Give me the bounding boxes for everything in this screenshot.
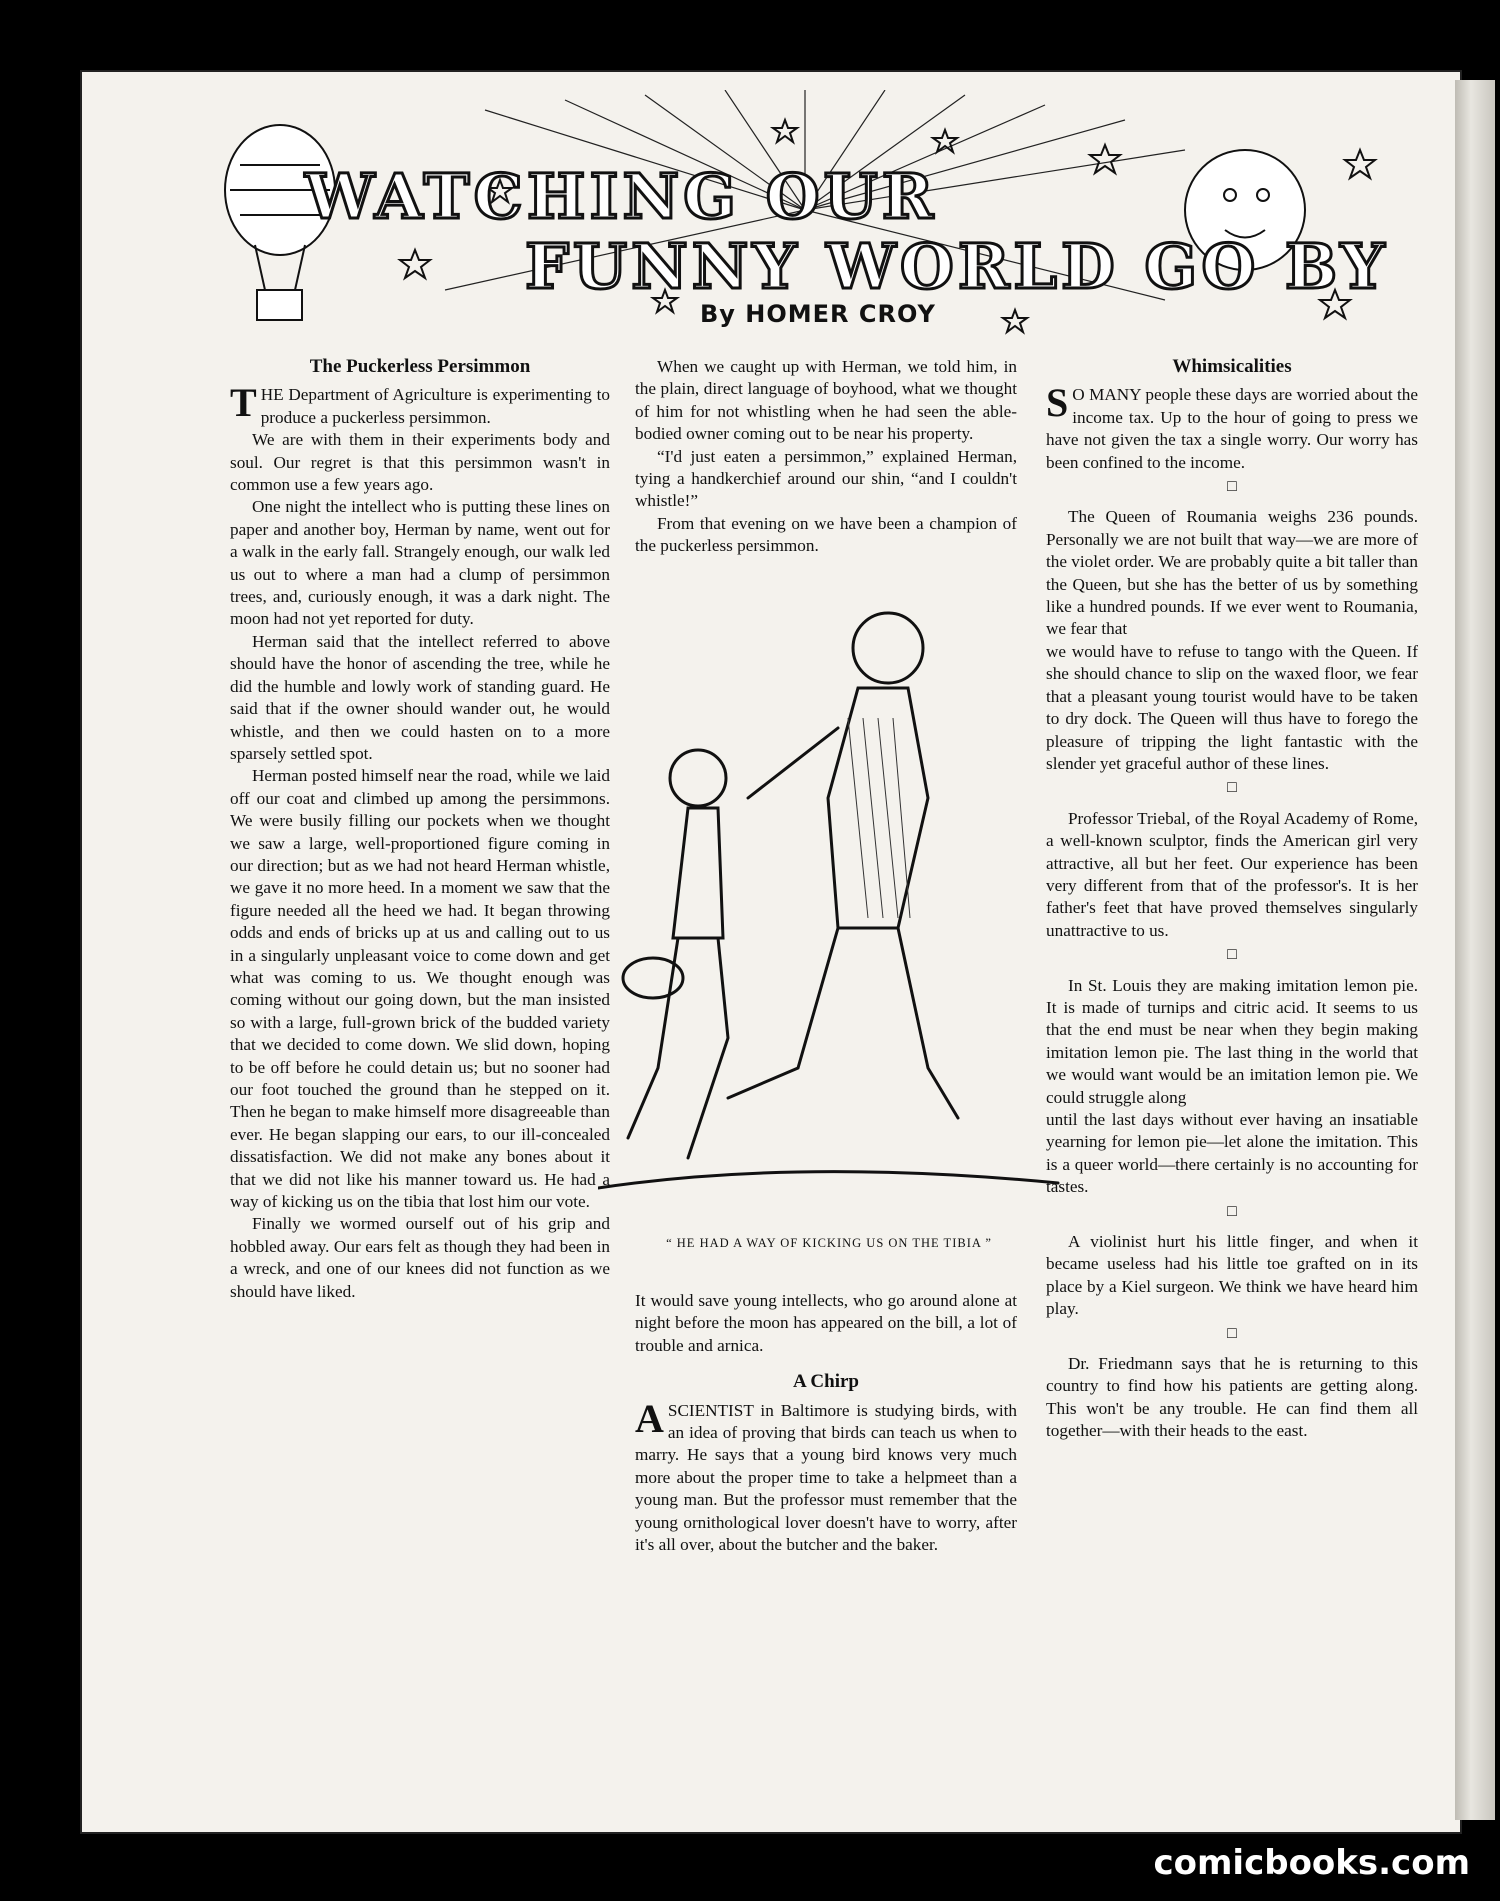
article-heading: The Puckerless Persimmon [309, 356, 531, 377]
article-paragraph: It would save young intellects, who go around alone at night before the moon has appeared on the bill, a lot of trouble and arnica. [635, 1291, 1017, 1355]
article-paragraph: THE Department of Agriculture is experimenting to produce a puckerless persimmon. [230, 380, 610, 427]
whimsy-item: Dr. Friedmann says that he is returning to this country to find how his patients are getting along. This won't be any trouble. He can find them all together—with their heads to the east. [1046, 1354, 1418, 1441]
article-continued-top [635, 356, 1017, 558]
drop-cap: S [1046, 380, 1069, 426]
whimsy-item: In St. Louis they are making imitation lemon pie. It is made of turnips and citric acid. It seems to us that the end must be near when they begin making imitation lemon pie. The last thing in the world that we would want would be an imitation lemon pie. We could struggle along [1046, 975, 1418, 1107]
article-heading: A Chirp [793, 1371, 859, 1393]
article-paragraph: One night the intellect who is putting these lines on paper and another boy, Herman by name, went out for a walk in the early fall. Strangely enough, our walk led us out to where a man had a clump of persimmon trees, and, curiously enough, it was a dark night. The moon had not yet reported for duty. [230, 497, 610, 629]
article-paragraph: From that evening on we have been a champion of the puckerless persimmon. [635, 513, 1017, 556]
article-paragraph: We are with them in their experiments body and soul. Our regret is that this persimmon wasn't in common use a few years ago. [230, 430, 610, 495]
boy-leg-left [628, 938, 678, 1138]
whimsy-item: The Queen of Roumania weighs 236 pounds. Personally we are not built that way—we are more of the violet order. We are probably quite a bit taller than the Queen, but she has the better of us by something like a hundred pounds. If we ever went to Roumania, we fear that [1046, 507, 1418, 639]
article-continued-bottom [635, 1290, 1017, 1556]
boy-head [670, 750, 726, 806]
whimsy-item: S O MANY people these days are worried about the income tax. Up to the hour of going to press we have not given the tax a single worry. Our worry has been confined to the income. [1046, 380, 1418, 472]
page-spine [1455, 80, 1495, 1820]
illustration-caption: “ HE HAD A WAY OF KICKING US ON THE TIBIA ” [666, 1236, 992, 1250]
whimsy-item: until the last days without ever having an insatiable yearning for lemon pie—let alone the imitation. This is a queer world—there certainly is no accounting for tastes. [1046, 1110, 1418, 1197]
watermark: comicbooks.com [1153, 1843, 1470, 1883]
article-puckerless-persimmon [230, 356, 610, 1303]
whimsy-item: A violinist hurt his little finger, and when it became useless had his little toe grafted on in its place by a Kiel surgeon. We think we have heard him play. [1046, 1232, 1418, 1319]
article-heading: Whimsicalities [1172, 356, 1292, 377]
page-header [185, 90, 1425, 335]
article-paragraph: “I'd just eaten a persimmon,” explained Herman, tying a handkerchief around our shin, “and I couldn't whistle!” [635, 446, 1017, 511]
boy-hat [623, 958, 683, 998]
man-kicking-leg [728, 928, 838, 1098]
drop-cap: T [230, 380, 257, 426]
boy-leg-right [688, 938, 728, 1158]
man-arm [748, 728, 838, 798]
whimsy-item: Professor Triebal, of the Royal Academy of Rome, a well-known sculptor, finds the American girl very attractive, all but her feet. Our experience has been very different from that of the professor's. It is her father's feet that have proved themselves singularly unattractive to us. [1046, 808, 1418, 940]
byline: By HOMER CROY [700, 300, 936, 328]
article-paragraph: Herman posted himself near the road, while we laid off our coat and climbed up among the persimmons. We were busily filling our pockets when we thought we saw a large, well-proportioned figure coming in our direction; but as we had not heard Herman whistle, we gave it no more heed. In a moment we saw that the figure needed all the heed we had. It began throwing odds and ends of bricks up at us and calling out to us in a singularly unpleasant voice to come down and get what was coming to us. We thought enough was coming without our going down, but the man insisted so with a large, full-grown brick of the budded variety that we decided to come down. We slid down, hoping to be off before he could detain us; but no sooner had our foot touched the ground than he stepped on it. Then he began to make himself more disagreeable than ever. He began slapping our ears, to our ill-concealed dissatisfaction. We did not make any bones about it that we did not like his manner toward us. He had a way of kicking us on the tibia that lost him our vote. [230, 766, 610, 1212]
boy-body [673, 808, 723, 938]
illustration-kicking-scene [598, 598, 1060, 1228]
separator-icon: □ [1227, 1202, 1237, 1220]
drop-cap: A [635, 1395, 664, 1441]
separator-icon: □ [1227, 946, 1237, 964]
title-line-2: FUNNY WORLD GO BY [525, 230, 1389, 303]
separator-icon: □ [1227, 1324, 1237, 1342]
man-head [853, 613, 923, 683]
title-line-1: WATCHING OUR [305, 160, 938, 233]
article-chirp: ASCIENTIST in Baltimore is studying birds, with an idea of proving that birds can teach us when to marry. He says that a young bird knows very much more about the proper time to take a helpmeet than a young man. But the professor must remember that the young ornithological lover doesn't have to worry, after it's all over, about the butcher and the baker. [635, 1395, 1017, 1555]
man-standing-leg [898, 928, 958, 1118]
man-coat [828, 688, 928, 928]
separator-icon: □ [1227, 779, 1237, 797]
article-paragraph: Finally we wormed ourself out of his grip and hobbled away. Our ears felt as though they had been in a wreck, and one of our knees did not function as we should have liked. [230, 1214, 610, 1301]
whimsy-item: we would have to refuse to tango with the Queen. If she should chance to slip on the waxed floor, we fear that a pleasant young tourist would have to be taken to dry dock. The Queen will thus have to forego the pleasure of tripping the light fantastic with the slender yet graceful author of these lines. [1046, 641, 1418, 773]
article-paragraph: Herman said that the intellect referred to above should have the honor of ascending the tree, while he did the humble and lowly work of standing guard. He said that if the owner should wander out, he would whistle, and then we could hasten on to a more sparsely settled spot. [230, 631, 610, 763]
separator-icon: □ [1227, 478, 1237, 496]
article-paragraph: When we caught up with Herman, we told him, in the plain, direct language of boyhood, what we thought of him for not whistling when he had seen the able-bodied owner coming out to be near his property. [635, 357, 1017, 444]
article-whimsicalities [1046, 356, 1418, 1443]
